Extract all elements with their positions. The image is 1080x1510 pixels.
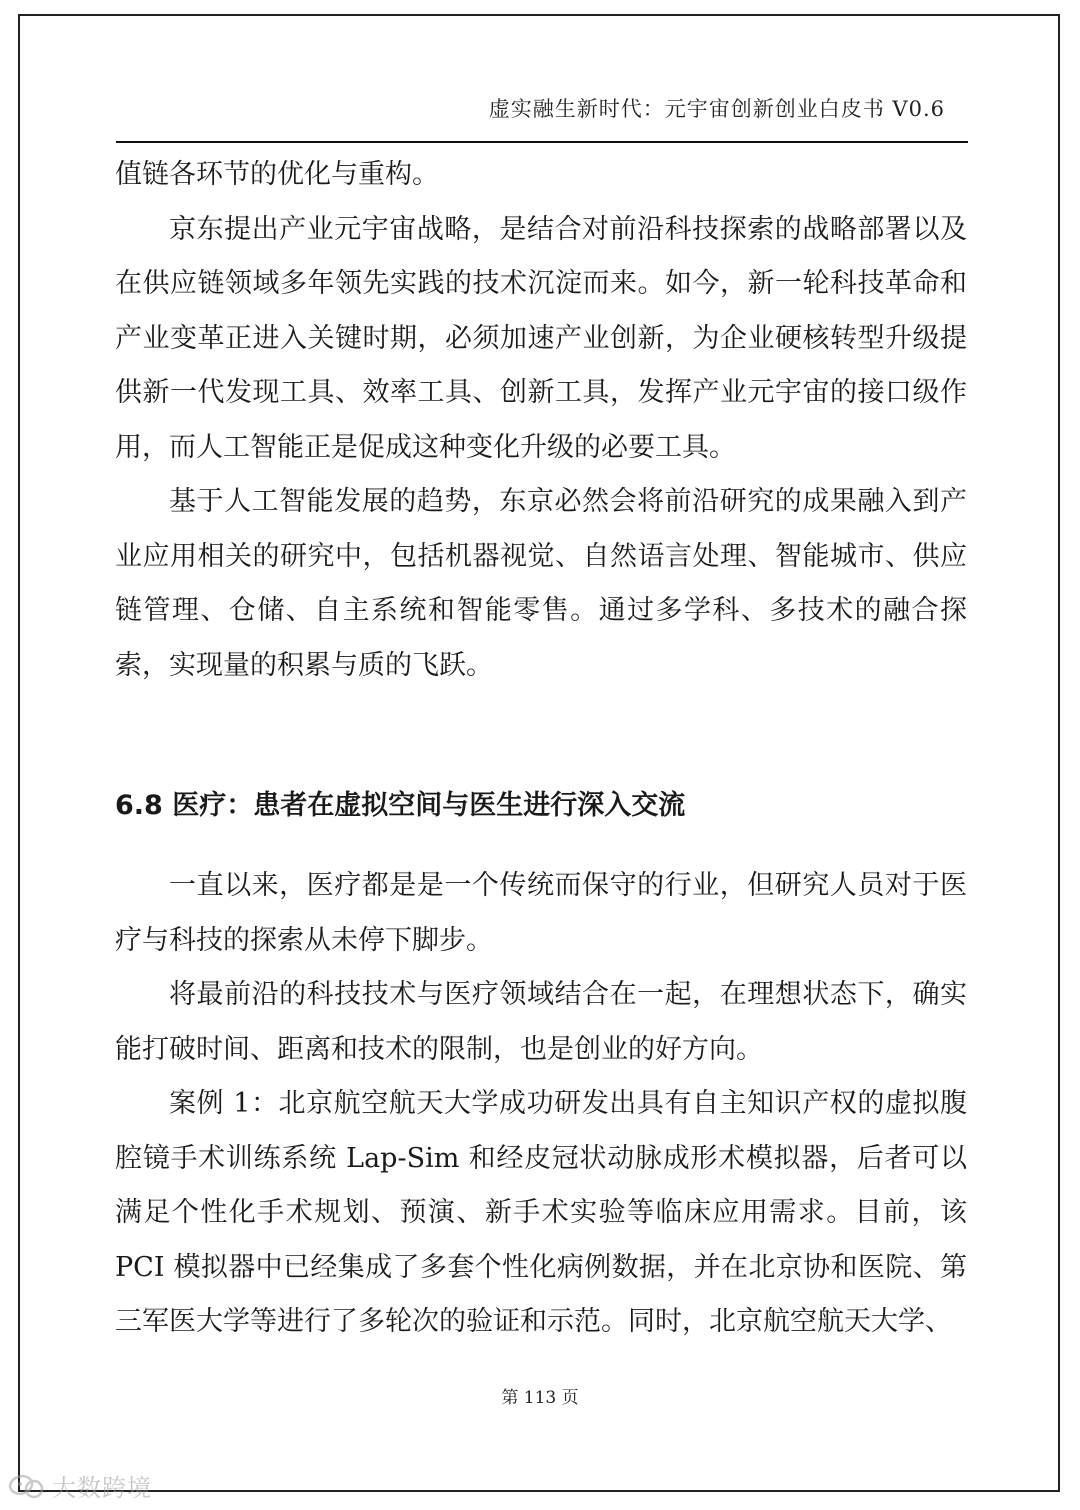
section-heading: 6.8 医疗：患者在虚拟空间与医生进行深入交流: [115, 790, 686, 821]
paragraph-medical-tech: 将最前沿的科技技术与医疗领域结合在一起，在理想状态下，确实能打破时间、距离和技术的限制，也是创业的好方向。: [115, 979, 967, 1065]
watermark: [4, 1468, 152, 1503]
paragraph-continued: 值链各环节的优化与重构。: [115, 159, 439, 190]
watermark-text: 大数跨境: [52, 1474, 152, 1502]
paragraph-case-1: 案例 1：北京航空航天大学成功研发出具有自主知识产权的虚拟腹腔镜手术训练系统 Lap-Sim 和经皮冠状动脉成形术模拟器，后者可以满足个性化手术规划、预演、新手术实验等临床应用需求。目前，该 PCI 模拟器中已经集成了多套个性化病例数据，并在北京协和医院、第三军医大学等进行了多轮次的验证和示范。同时，北京航空航天大学、: [115, 1088, 967, 1337]
page-content: [115, 148, 967, 1350]
paragraph-ai-trend: 基于人工智能发展的趋势，东京必然会将前沿研究的成果融入到产业应用相关的研究中，包括机器视觉、自然语言处理、智能城市、供应链管理、仓储、自主系统和智能零售。通过多学科、多技术的融合探索，实现量的积累与质的飞跃。: [115, 486, 967, 681]
paragraph-jd-strategy: 京东提出产业元宇宙战略，是结合对前沿科技探索的战略部署以及在供应链领域多年领先实践的技术沉淀而来。如今，新一轮科技革命和产业变革正进入关键时期，必须加速产业创新，为企业硬核转型升级提供新一代发现工具、效率工具、创新工具，发挥产业元宇宙的接口级作用，而人工智能正是促成这种变化升级的必要工具。: [115, 213, 967, 463]
header-divider: [116, 141, 968, 143]
paragraph-medical-intro: 一直以来，医疗都是是一个传统而保守的行业，但研究人员对于医疗与科技的探索从未停下脚步。: [115, 870, 967, 956]
header-title: 虚实融生新时代：元宇宙创新创业白皮书 V0.6: [488, 97, 945, 121]
page-number: 第 113 页: [501, 1388, 579, 1408]
watermark-logo-icon: [4, 1469, 46, 1503]
